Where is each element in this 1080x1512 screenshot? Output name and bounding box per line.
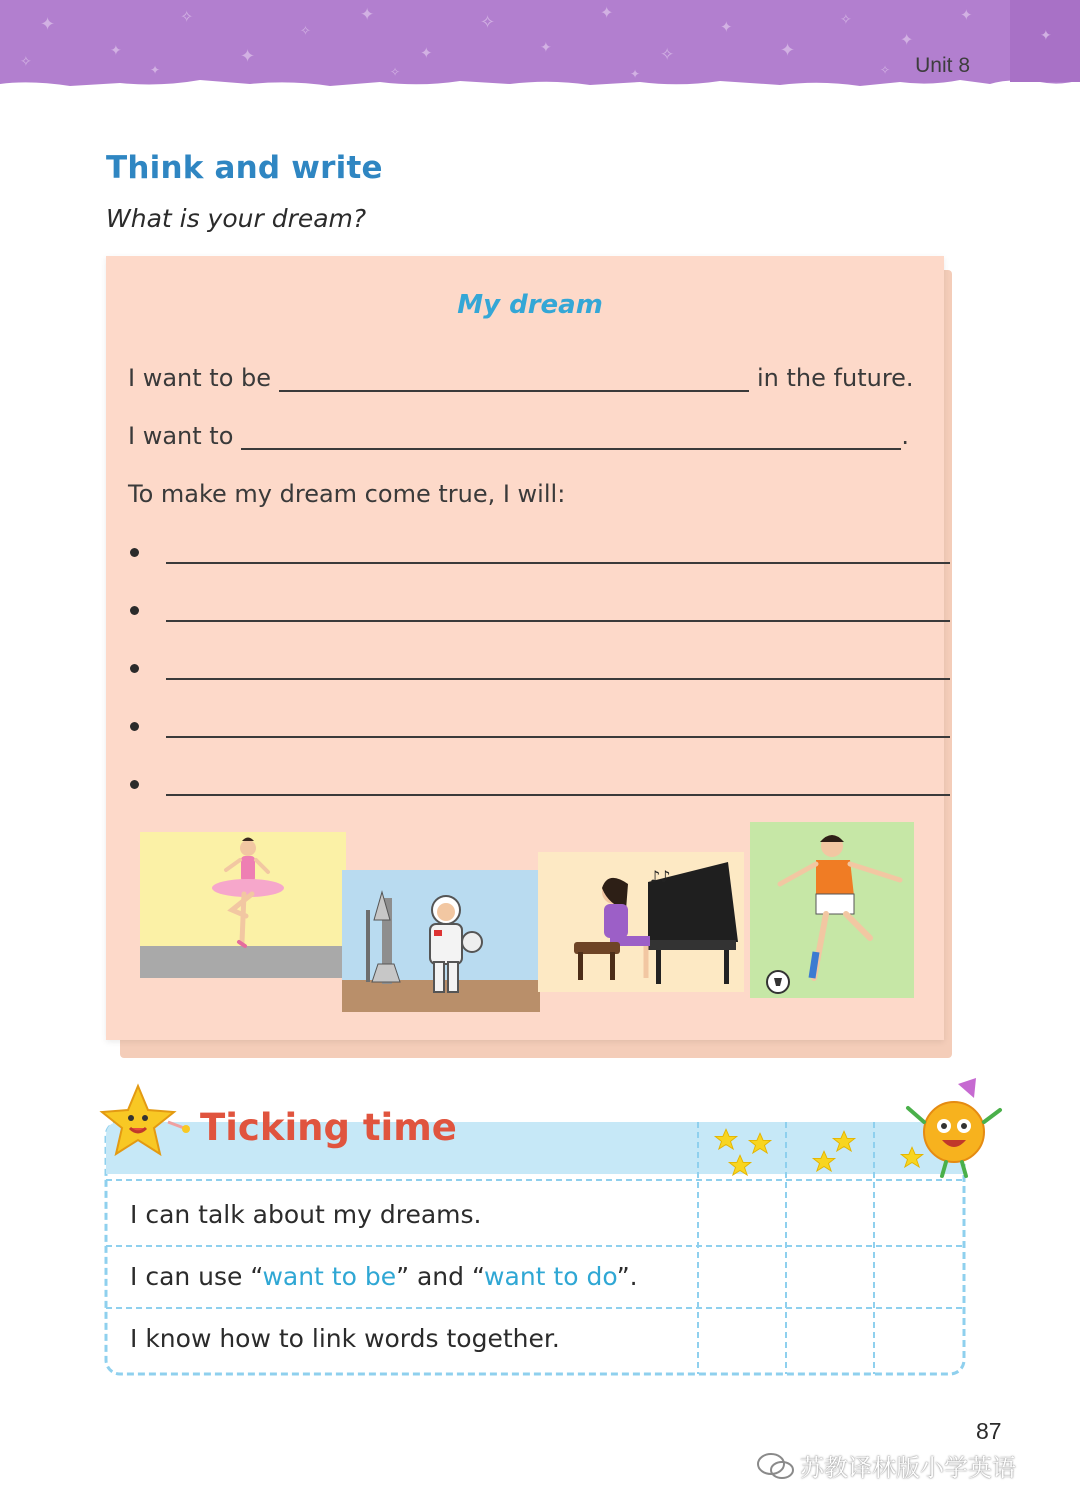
want-to-be-blank[interactable] — [279, 362, 749, 392]
svg-text:✦: ✦ — [1040, 28, 1052, 44]
want-to-be-prefix: I want to be — [128, 364, 272, 392]
svg-text:✧: ✧ — [480, 12, 496, 33]
want-to-prefix: I want to — [128, 422, 234, 450]
section-title: Think and write — [106, 150, 383, 186]
svg-text:✦: ✦ — [240, 46, 256, 67]
ticking-time-title: Ticking time — [200, 1106, 457, 1149]
tick-row-2-post: ”. — [616, 1262, 638, 1291]
star-mascot-icon — [98, 1082, 194, 1162]
pianist-picture — [538, 852, 744, 992]
svg-text:✦: ✦ — [720, 18, 733, 36]
svg-text:✦: ✦ — [900, 30, 914, 49]
svg-text:✧: ✧ — [880, 63, 891, 77]
section-question: What is your dream? — [106, 204, 367, 233]
watermark: 苏教译林版小学英语 — [800, 1454, 1016, 1482]
bullet-icon — [130, 722, 139, 731]
want-to-be-line — [128, 358, 914, 392]
svg-text:✦: ✦ — [150, 63, 161, 77]
tick-cells — [698, 1182, 958, 1372]
svg-text:✦: ✦ — [40, 14, 56, 35]
astronaut-picture — [342, 870, 540, 1012]
bullet-icon — [130, 664, 139, 673]
bullet-icon — [130, 780, 139, 789]
bullet-row[interactable] — [130, 766, 930, 800]
svg-text:♪♪: ♪♪ — [650, 867, 671, 886]
bullet-row[interactable] — [130, 650, 930, 684]
svg-text:✦: ✦ — [540, 40, 552, 56]
svg-text:✦: ✦ — [420, 44, 433, 62]
tick-cell[interactable] — [874, 1182, 958, 1244]
tick-row-2-mid: ” and “ — [396, 1262, 485, 1291]
tick-cell[interactable] — [874, 1246, 958, 1306]
clown-ball-mascot-icon — [902, 1076, 1006, 1180]
tick-row-2-pre: I can use “ — [130, 1262, 263, 1291]
bullet-blank[interactable] — [166, 794, 950, 796]
my-dream-card — [106, 256, 944, 1040]
svg-text:✧: ✧ — [840, 12, 852, 28]
bullet-icon — [130, 606, 139, 615]
svg-text:✧: ✧ — [180, 7, 194, 26]
svg-text:✦: ✦ — [960, 6, 973, 24]
tick-row-3: I know how to link words together. — [130, 1324, 560, 1353]
tick-cell[interactable] — [698, 1246, 784, 1306]
wechat-icon — [756, 1452, 796, 1480]
ballerina-picture — [140, 832, 346, 978]
bullet-blank[interactable] — [166, 736, 950, 738]
tick-cell[interactable] — [786, 1308, 872, 1370]
want-to-blank[interactable] — [241, 420, 901, 450]
want-to-line — [128, 416, 909, 450]
footballer-picture — [750, 822, 914, 998]
svg-text:✦: ✦ — [360, 5, 375, 25]
svg-text:✦: ✦ — [600, 3, 614, 22]
bullet-blank[interactable] — [166, 562, 950, 564]
make-dream-true-text: To make my dream come true, I will: — [128, 480, 566, 508]
unit-label: Unit 8 — [915, 54, 970, 77]
tick-cell[interactable] — [786, 1182, 872, 1244]
svg-text:✧: ✧ — [660, 45, 675, 65]
tick-cell[interactable] — [698, 1182, 784, 1244]
tick-cell[interactable] — [874, 1308, 958, 1370]
bullet-row[interactable] — [130, 534, 930, 568]
bullet-blank[interactable] — [166, 678, 950, 680]
tick-row-2-highlight-2: want to do — [484, 1262, 617, 1291]
svg-text:✦: ✦ — [630, 67, 641, 81]
bullet-row[interactable] — [130, 592, 930, 626]
card-title: My dream — [457, 290, 603, 320]
tick-row-1: I can talk about my dreams. — [130, 1200, 482, 1229]
bullet-blank[interactable] — [166, 620, 950, 622]
tick-cell[interactable] — [786, 1246, 872, 1306]
want-to-suffix: . — [901, 422, 910, 450]
svg-text:✦: ✦ — [780, 40, 796, 61]
tick-cell[interactable] — [698, 1308, 784, 1370]
bullet-icon — [130, 548, 139, 557]
want-to-be-suffix: in the future. — [757, 364, 914, 392]
make-dream-true-line — [128, 474, 565, 508]
svg-text:✧: ✧ — [20, 54, 32, 70]
page-number: 87 — [976, 1418, 1002, 1444]
svg-text:✧: ✧ — [300, 24, 311, 39]
tick-row-2 — [130, 1262, 638, 1291]
top-banner — [0, 0, 1080, 95]
tick-row-2-highlight-1: want to be — [262, 1262, 397, 1291]
svg-text:✦: ✦ — [110, 43, 122, 59]
svg-text:✧: ✧ — [390, 65, 401, 79]
bullet-row[interactable] — [130, 708, 930, 742]
